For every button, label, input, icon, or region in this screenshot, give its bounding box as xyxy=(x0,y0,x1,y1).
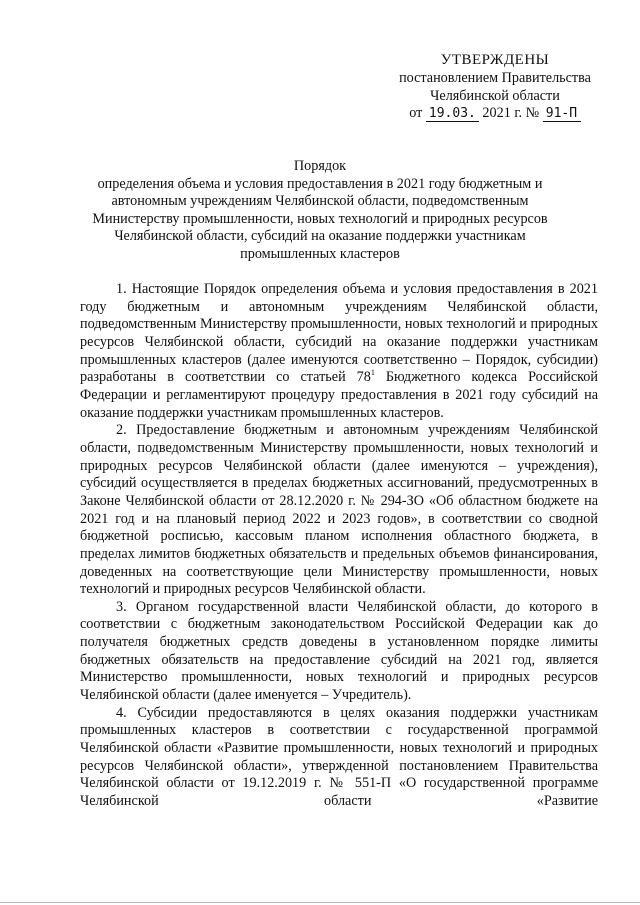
title-line-1: Порядок xyxy=(293,158,347,174)
document-title xyxy=(80,158,560,264)
article-superscript: 1 xyxy=(370,368,375,378)
paragraph-1-text: 1. Настоящие Порядок определения объема и условия предоставления в 2021 году бюджетным и автономным учреждениям Челябинской области, подведомственным Министерству промышленности, новых технологий и природных ресурсов Челябинской области, субсидий на оказание поддержки участникам промышленных кластеров (далее именуются соответственно – Порядок, субсидии) разработаны в соответствии со статьей 78 xyxy=(80,281,598,386)
handwritten-date: 19.03. xyxy=(426,107,479,122)
title-line-2: определения объема и условия предоставления в 2021 году бюджетным и xyxy=(97,175,543,192)
paragraph-2: 2. Предоставление бюджетным и автономным учреждениям Челябинской области, подведомственным Министерству промышленности, новых технологий и природных ресурсов Челябинской области (далее именуются – учреждения), субсидий осуществляется в пределах бюджетных ассигнований, предусмотренных в Законе Челябинской области от 28.12.2020 г. № 294-ЗО «Об областном бюджете на 2021 год и на плановый период 2022 и 2023 годов», в соответствии со сводной бюджетной росписью, кассовым планом исполнения областного бюджета, в пределах лимитов бюджетных обязательств и предельных объемов финансирования, доведенных на соответствующие цели Министерству промышленности, новых технологий и природных ресурсов Челябинской области. xyxy=(80,422,598,598)
paragraph-1 xyxy=(80,281,598,422)
approval-block xyxy=(388,52,602,123)
paragraph-1-text-end: Бюджетного кодекса Российской Федерации и регламентируют процедуру предоставления в 2021 году субсидий на оказание поддержки участникам промышленных кластеров. xyxy=(80,369,598,421)
approval-line-2: Челябинской области xyxy=(430,87,560,104)
approval-heading: УТВЕРЖДЕНЫ xyxy=(440,52,550,68)
title-line-4: Министерству промышленности, новых технологий и природных ресурсов xyxy=(92,210,548,227)
paragraph-3: 3. Органом государственной власти Челябинской области, до которого в соответствии с бюджетным законодательством Российской Федерации как до получателя бюджетных средств доведены в установленном порядке лимиты бюджетных обязательств на предоставление субсидий на 2021 год, является Министерство промышленности, новых технологий и природных ресурсов Челябинской области (далее именуется – Учредитель). xyxy=(80,598,598,704)
title-line-3: автономным учреждениям Челябинской области, подведомственным xyxy=(111,193,529,210)
approval-date-line xyxy=(388,105,602,123)
handwritten-doc-number: 91-П xyxy=(543,107,581,122)
title-line-5: Челябинской области, субсидий на оказание поддержки участникам xyxy=(114,228,526,245)
title-line-6: промышленных кластеров xyxy=(240,245,400,262)
page-edge xyxy=(0,902,640,903)
approval-line-1: постановлением Правительства xyxy=(399,69,591,86)
date-prefix: от xyxy=(409,105,423,122)
document-body xyxy=(80,281,598,811)
date-year: 2021 г. № xyxy=(482,105,540,122)
paragraph-4: 4. Субсидии предоставляются в целях оказания поддержки участникам промышленных кластеров в соответствии с государственной программой Челябинской области «Развитие промышленности, новых технологий и природных ресурсов Челябинской области», утвержденной постановлением Правительства Челябинской области от 19.12.2019 г. № 551-П «О государственной программе Челябинской области «Развитие xyxy=(80,704,598,810)
